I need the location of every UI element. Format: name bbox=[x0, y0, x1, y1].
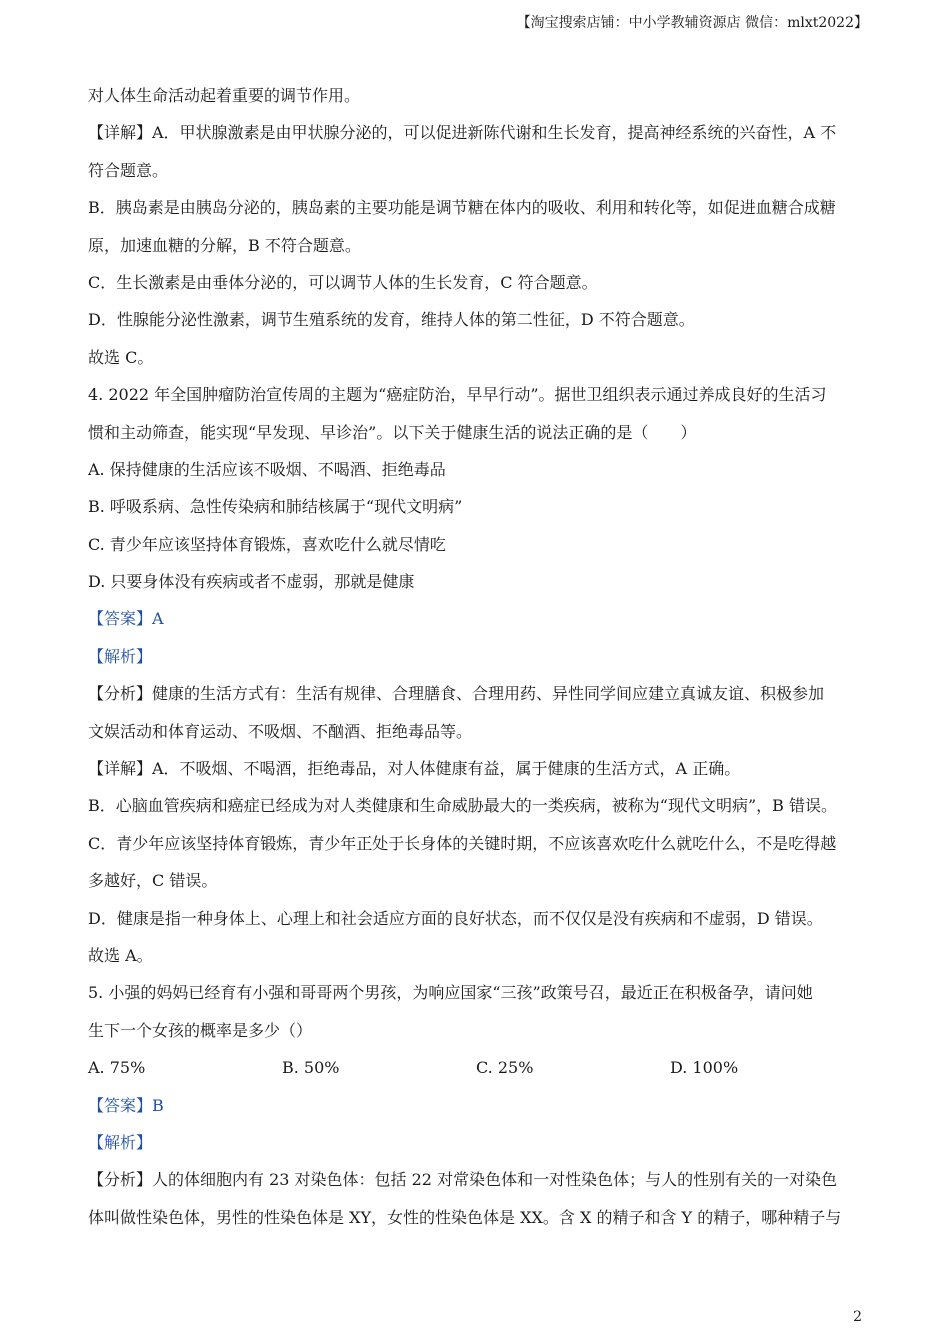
question-5-options bbox=[88, 1049, 868, 1086]
text-line: 故选 C。 bbox=[88, 347, 154, 367]
page-number: 2 bbox=[853, 1309, 862, 1325]
text-line: C．生长激素是由垂体分泌的，可以调节人体的生长发育，C 符合题意。 bbox=[88, 272, 598, 292]
text-line: B．胰岛素是由胰岛分泌的，胰岛素的主要功能是调节糖在体内的吸收、利用和转化等，如促进血糖合成糖 bbox=[88, 198, 836, 218]
text-line: 【分析】人的体细胞内有 23 对染色体：包括 22 对常染色体和一对性染色体；与人的性别有关的一对染色 bbox=[88, 1170, 838, 1190]
document-body bbox=[88, 77, 868, 1236]
answer-label: 【答案】B bbox=[88, 1095, 164, 1115]
question-5-option-d: D. 100% bbox=[670, 1058, 739, 1078]
text-line: 对人体生命活动起着重要的调节作用。 bbox=[88, 86, 361, 105]
text-line: D．性腺能分泌性激素，调节生殖系统的发育，维持人体的第二性征，D 不符合题意。 bbox=[88, 310, 695, 330]
question-4-option-a: A. 保持健康的生活应该不吸烟、不喝酒、拒绝毒品 bbox=[88, 459, 446, 479]
text-line: 原，加速血糖的分解，B 不符合题意。 bbox=[88, 235, 361, 255]
question-4-stem: 惯和主动筛查，能实现“早发现、早诊治”。以下关于健康生活的说法正确的是（ ） bbox=[88, 422, 697, 442]
text-line: 多越好，C 错误。 bbox=[88, 871, 218, 891]
question-4-stem: 4. 2022 年全国肿瘤防治宣传周的主题为“癌症防治，早早行动”。据世卫组织表示通过养成良好的生活习 bbox=[88, 385, 827, 405]
analysis-label: 【解析】 bbox=[88, 646, 153, 666]
question-5-stem: 5. 小强的妈妈已经育有小强和哥哥两个男孩，为响应国家“三孩”政策号召，最近正在积极备孕，请问她 bbox=[88, 983, 813, 1003]
question-4-option-b: B. 呼吸系病、急性传染病和肺结核属于“现代文明病” bbox=[88, 497, 463, 517]
question-4-option-d: D. 只要身体没有疾病或者不虚弱，那就是健康 bbox=[88, 572, 415, 592]
question-5-option-a: A. 75% bbox=[88, 1058, 146, 1078]
analysis-label: 【解析】 bbox=[88, 1132, 153, 1152]
question-5-option-c: C. 25% bbox=[476, 1058, 534, 1078]
text-line: 故选 A。 bbox=[88, 945, 153, 965]
text-line: 文娱活动和体育运动、不吸烟、不酗酒、拒绝毒品等。 bbox=[88, 721, 473, 741]
text-line: C．青少年应该坚持体育锻炼，青少年正处于长身体的关键时期，不应该喜欢吃什么就吃什么，不是吃得越 bbox=[88, 833, 837, 853]
question-4-option-c: C. 青少年应该坚持体育锻炼，喜欢吃什么就尽情吃 bbox=[88, 534, 446, 554]
header-note: 【淘宝搜索店铺：中小学教辅资源店 微信：mlxt2022】 bbox=[516, 15, 868, 31]
text-line: 符合题意。 bbox=[88, 160, 169, 180]
text-line: 【详解】A．不吸烟、不喝酒，拒绝毒品，对人体健康有益，属于健康的生活方式，A 正确。 bbox=[88, 759, 741, 779]
text-line: D．健康是指一种身体上、心理上和社会适应方面的良好状态，而不仅仅是没有疾病和不虚弱，D 错误。 bbox=[88, 908, 823, 928]
text-line: 【详解】A．甲状腺激素是由甲状腺分泌的，可以促进新陈代谢和生长发育，提高神经系统的兴奋性，A 不 bbox=[88, 123, 837, 143]
answer-label: 【答案】A bbox=[88, 609, 164, 629]
question-5-stem: 生下一个女孩的概率是多少（） bbox=[88, 1020, 313, 1040]
question-5-option-b: B. 50% bbox=[282, 1058, 340, 1078]
text-line: B．心脑血管疾病和癌症已经成为对人类健康和生命威胁最大的一类疾病，被称为“现代文明病”，B 错误。 bbox=[88, 796, 837, 816]
text-line: 【分析】健康的生活方式有：生活有规律、合理膳食、合理用药、异性同学间应建立真诚友谊、积极参加 bbox=[88, 684, 825, 704]
text-line: 体叫做性染色体，男性的性染色体是 XY，女性的性染色体是 XX。含 X 的精子和含 Y 的精子，哪种精子与 bbox=[88, 1207, 842, 1227]
